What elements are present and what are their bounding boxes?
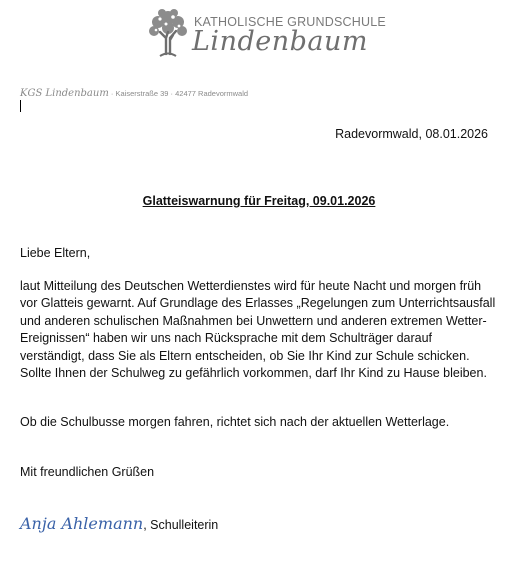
text-cursor <box>20 100 21 112</box>
signature-block <box>20 514 218 534</box>
sender-name: KGS Lindenbaum <box>20 88 109 99</box>
paragraph-main: laut Mitteilung des Deutschen Wetterdienstes wird für heute Nacht und morgen früh vor Glatteis gewarnt. Auf Grundlage des Erlasses „Regelungen zum Unterrichtsausfall und anderen schulischen Maßnahmen bei Unwettern und anderen extremen Wetter-Ereignissen“ haben wir uns nach Rücksprache mit dem Schulträger darauf verständigt, dass Sie als Eltern entscheiden, ob Sie Ihr Kind zur Schule schicken. Sollte Ihnen der Schulweg zu gefährlich vorkommen, darf Ihr Kind zu Hause bleiben. <box>20 279 496 381</box>
school-name: Lindenbaum <box>192 26 368 57</box>
closing: Mit freundlichen Grüßen <box>20 465 155 479</box>
sender-line <box>20 88 248 99</box>
school-logo <box>146 4 386 60</box>
tree-icon <box>146 4 190 60</box>
signature: Anja Ahlemann <box>20 514 144 533</box>
letter-subject: Glatteiswarnung für Freitag, 09.01.2026 <box>142 194 376 208</box>
signer-role: , Schulleiterin <box>143 518 219 532</box>
paragraph-bus: Ob die Schulbusse morgen fahren, richtet sich nach der aktuellen Wetterlage. <box>20 415 450 429</box>
sender-address: · Kaiserstraße 39 · 42477 Radevormwald <box>110 89 249 98</box>
place-date: Radevormwald, 08.01.2026 <box>335 127 488 141</box>
salutation: Liebe Eltern, <box>20 246 91 260</box>
school-type: KATHOLISCHE GRUNDSCHULE <box>194 15 386 29</box>
